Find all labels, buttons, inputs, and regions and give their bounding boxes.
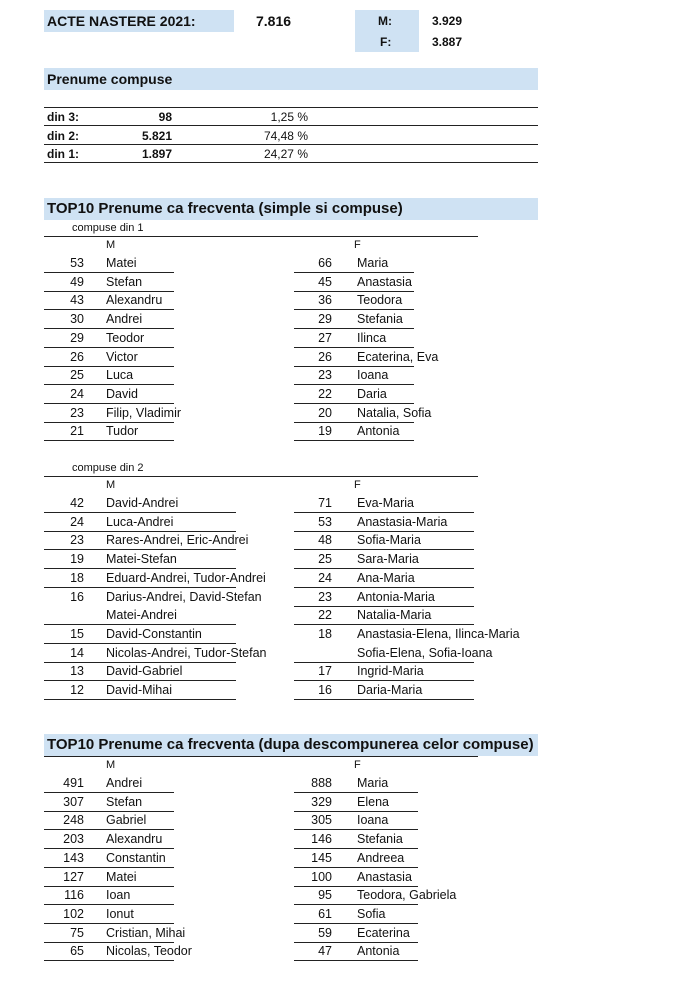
f-row-count: 100 xyxy=(311,869,332,884)
f-row-name: Maria xyxy=(357,256,389,270)
f-row-count: 25 xyxy=(318,552,332,567)
f-row-count: 20 xyxy=(318,405,332,420)
m-row-count: 24 xyxy=(70,514,84,529)
m-row-count: 116 xyxy=(64,888,84,903)
m-row-name: David-Constantin xyxy=(106,626,202,641)
m-row-count: 30 xyxy=(70,312,84,327)
group2-subtitle: compuse din 2 xyxy=(72,462,144,474)
f-row-count: 48 xyxy=(318,533,332,548)
m-row-count: 13 xyxy=(70,664,84,679)
f-row-count: 27 xyxy=(318,330,332,345)
f-row-name: Anastasia-Elena, Ilinca-Maria xyxy=(357,626,520,641)
f-row-count: 61 xyxy=(318,906,332,921)
m-row-name: David-Gabriel xyxy=(106,664,183,679)
compuse-row-pct: 1,25 % xyxy=(270,110,308,124)
m-row-name: Luca xyxy=(106,368,134,383)
f-row-name: Teodora, Gabriela xyxy=(357,888,457,903)
m-row-name: Andrei xyxy=(106,312,143,327)
f-row-name: Sofia xyxy=(357,906,386,921)
summary-f-label: F: xyxy=(380,35,392,49)
f-row-name: Stefania xyxy=(357,832,403,847)
f-row-count: 66 xyxy=(318,256,332,270)
group1-subtitle: compuse din 1 xyxy=(72,222,144,234)
m-row-name: Victor xyxy=(106,349,138,364)
m-row-name: David-Mihai xyxy=(106,683,172,697)
m-row-count: 21 xyxy=(70,424,84,439)
m-row-count: 23 xyxy=(70,533,84,548)
m-row-count: 203 xyxy=(63,832,84,847)
m-row-count: 248 xyxy=(63,813,84,828)
m-row-name: Andrei xyxy=(106,776,143,790)
f-row-count: 145 xyxy=(311,850,332,865)
f-row-name: Stefania xyxy=(357,312,403,327)
m-row-name: Filip, Vladimir xyxy=(106,405,182,420)
f-row-name: Eva-Maria xyxy=(357,496,414,510)
m-row-name: Tudor xyxy=(106,424,139,439)
compuse-row-pct: 74,48 % xyxy=(263,128,308,143)
f-row-name: Daria xyxy=(357,386,387,401)
m-row-name: Stefan xyxy=(106,794,143,809)
summary-m-label: M: xyxy=(378,14,392,28)
f-row-rule xyxy=(294,440,414,441)
m-row-name: Rares-Andrei, Eric-Andrei xyxy=(106,533,249,548)
m-row-name: Gabriel xyxy=(106,813,147,828)
f-row-count: 16 xyxy=(318,683,332,697)
m-row-name: Darius-Andrei, David-Stefan xyxy=(106,589,262,604)
m-row-name: Luca-Andrei xyxy=(106,514,174,529)
f-row-name: Sara-Maria xyxy=(357,552,419,567)
f-row-name: Natalia-Maria xyxy=(357,608,432,623)
f-row-count: 22 xyxy=(318,608,332,623)
m-row-count: 26 xyxy=(70,349,84,364)
compuse-row-label: din 2: xyxy=(47,128,79,143)
m-row-name: Stefan xyxy=(106,274,143,289)
m-row-name: Nicolas-Andrei, Tudor-Stefan xyxy=(106,645,267,660)
f-row-name: Ioana xyxy=(357,368,389,383)
summary-total: 7.816 xyxy=(256,13,292,29)
m-row-count: 75 xyxy=(70,925,84,940)
f-row-name: Antonia xyxy=(357,944,400,959)
m-row-name: Matei-Andrei xyxy=(106,608,177,623)
compuse-row-pct: 24,27 % xyxy=(263,147,308,161)
f-row-name: Elena xyxy=(357,794,389,809)
compuse-title: Prenume compuse xyxy=(47,71,173,87)
f-row-count: 53 xyxy=(318,514,332,529)
compuse-row-rule xyxy=(44,162,538,163)
f-row-name: Antonia-Maria xyxy=(357,589,435,604)
m-row-count: 49 xyxy=(70,274,84,289)
top-decomposed-title: TOP10 Prenume ca frecventa (dupa descompunerea celor compuse) xyxy=(47,736,534,753)
f-row-name: Natalia, Sofia xyxy=(357,405,432,420)
m-row-name: Matei xyxy=(106,256,137,270)
f-row-count: 23 xyxy=(318,368,332,383)
m-row-count: 19 xyxy=(70,552,84,567)
f-row-name: Anastasia xyxy=(357,274,412,289)
f-row-count: 329 xyxy=(311,794,332,809)
f-row-name: Teodora xyxy=(357,293,403,308)
f-row-count: 17 xyxy=(318,664,332,679)
m-row-count: 43 xyxy=(70,293,84,308)
f-row-name: Anastasia xyxy=(357,869,412,884)
f-row-count: 24 xyxy=(318,570,332,585)
f-row-count: 95 xyxy=(318,888,332,903)
f-row-name: Ioana xyxy=(357,813,389,828)
compuse-row-label: din 1: xyxy=(47,147,79,161)
summary-label: ACTE NASTERE 2021: xyxy=(47,13,196,29)
compuse-row-count: 1.897 xyxy=(141,147,172,161)
f-row-count: 36 xyxy=(318,293,332,308)
compuse-row-count: 98 xyxy=(158,110,172,124)
m-row-count: 15 xyxy=(70,626,84,641)
f-row-name: Anastasia-Maria xyxy=(357,514,448,529)
compuse-row-count: 5.821 xyxy=(141,128,172,143)
m-row-name: Matei-Stefan xyxy=(106,552,177,567)
m-row-count: 102 xyxy=(63,906,84,921)
m-row-count: 16 xyxy=(70,589,84,604)
group2-f-header: F xyxy=(354,479,361,491)
m-row-name: Nicolas, Teodor xyxy=(106,944,192,959)
f-row-rule xyxy=(294,699,474,700)
f-row-count: 22 xyxy=(318,386,332,401)
m-row-name: David xyxy=(106,386,138,401)
m-row-rule xyxy=(44,440,174,441)
f-row-name: Andreea xyxy=(357,850,405,865)
f-row-count: 18 xyxy=(318,626,332,641)
f-row-name: Sofia-Elena, Sofia-Ioana xyxy=(357,645,493,660)
m-row-count: 12 xyxy=(70,683,84,697)
f-row-count: 47 xyxy=(318,944,332,959)
decomposed-m-header: M xyxy=(106,759,116,771)
f-row-count: 305 xyxy=(311,813,332,828)
f-row-count: 71 xyxy=(318,496,332,510)
m-row-name: Alexandru xyxy=(106,832,163,847)
m-row-count: 53 xyxy=(70,256,84,270)
f-row-name: Ingrid-Maria xyxy=(357,664,424,679)
f-row-count: 45 xyxy=(318,274,332,289)
compuse-row-label: din 3: xyxy=(47,110,79,124)
m-row-name: David-Andrei xyxy=(106,496,179,510)
m-row-rule xyxy=(44,699,236,700)
f-row-name: Ana-Maria xyxy=(357,570,415,585)
m-row-count: 23 xyxy=(70,405,84,420)
group2-m-header: M xyxy=(106,479,116,491)
summary-m-value: 3.929 xyxy=(432,14,463,28)
m-row-count: 18 xyxy=(70,570,84,585)
f-row-count: 26 xyxy=(318,349,332,364)
f-row-rule xyxy=(294,960,418,961)
f-row-name: Daria-Maria xyxy=(357,683,423,697)
decomposed-f-header: F xyxy=(354,759,361,771)
m-row-count: 25 xyxy=(70,368,84,383)
f-row-count: 23 xyxy=(318,589,332,604)
f-row-name: Ilinca xyxy=(357,330,387,345)
f-row-name: Sofia-Maria xyxy=(357,533,421,548)
m-row-count: 127 xyxy=(63,869,84,884)
f-row-name: Antonia xyxy=(357,424,400,439)
m-row-name: Ionut xyxy=(106,906,134,921)
f-row-name: Maria xyxy=(357,776,389,790)
m-row-count: 14 xyxy=(70,645,84,660)
m-row-name: Cristian, Mihai xyxy=(106,925,186,940)
f-row-count: 59 xyxy=(318,925,332,940)
summary-f-value: 3.887 xyxy=(432,35,463,49)
f-row-count: 888 xyxy=(311,776,332,790)
group1-f-header: F xyxy=(354,239,361,251)
f-row-name: Ecaterina xyxy=(357,925,410,940)
m-row-count: 143 xyxy=(63,850,84,865)
m-row-count: 42 xyxy=(70,496,84,510)
f-row-count: 29 xyxy=(318,312,332,327)
m-row-name: Matei xyxy=(106,869,137,884)
m-row-count: 307 xyxy=(63,794,84,809)
m-row-rule xyxy=(44,960,174,961)
m-row-name: Constantin xyxy=(106,850,166,865)
top-simple-title: TOP10 Prenume ca frecventa (simple si compuse) xyxy=(47,200,403,217)
m-row-count: 24 xyxy=(70,386,84,401)
group1-m-header: M xyxy=(106,239,116,251)
m-row-name: Alexandru xyxy=(106,293,163,308)
f-row-name: Ecaterina, Eva xyxy=(357,349,439,364)
m-row-count: 29 xyxy=(70,330,84,345)
m-row-name: Ioan xyxy=(106,888,131,903)
m-row-name: Eduard-Andrei, Tudor-Andrei xyxy=(106,570,266,585)
m-row-count: 65 xyxy=(70,944,84,959)
f-row-count: 146 xyxy=(311,832,332,847)
f-row-count: 19 xyxy=(318,424,332,439)
m-row-count: 491 xyxy=(63,776,84,790)
m-row-name: Teodor xyxy=(106,330,145,345)
